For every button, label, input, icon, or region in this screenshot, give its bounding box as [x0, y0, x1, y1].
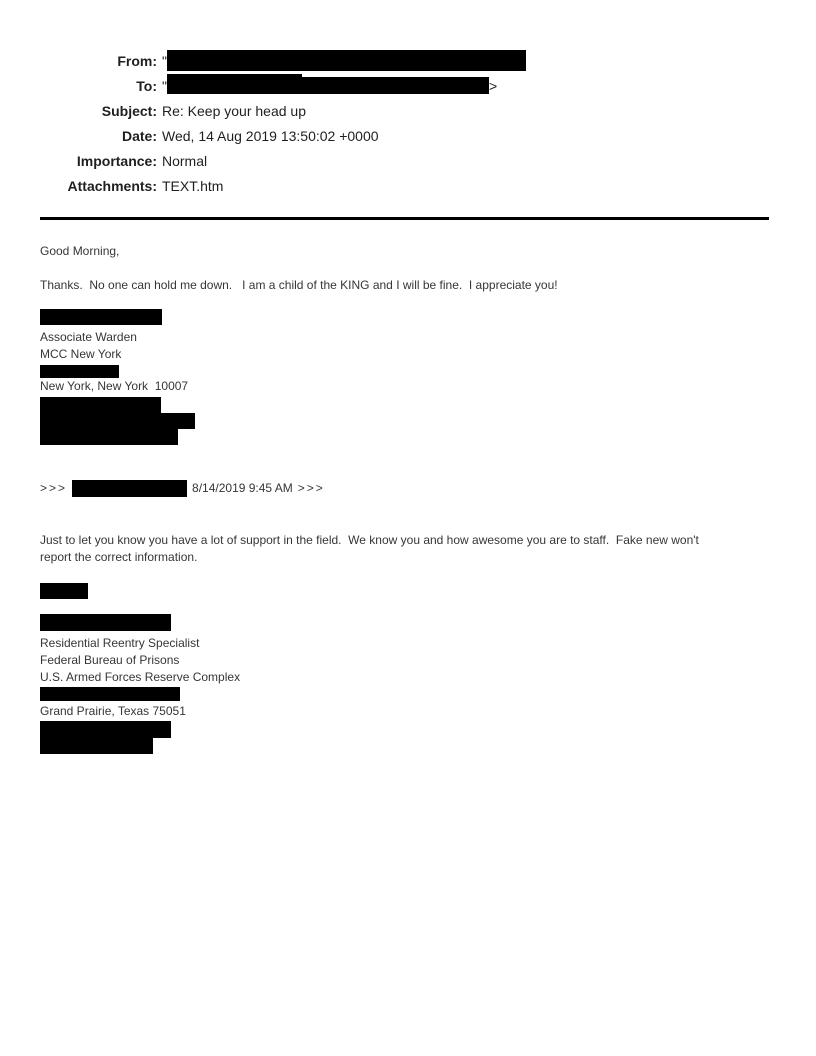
message-text: Thanks. No one can hold me down. I am a child of the KING and I will be fine. I appreciate you! [40, 278, 558, 292]
replier-title: Residential Reentry Specialist [40, 636, 200, 650]
to-closing-bracket: > [488, 77, 498, 94]
redaction-bar-replier-name [40, 614, 171, 631]
field-label-from: From: [117, 52, 157, 69]
field-label-importance: Importance: [76, 152, 157, 169]
header-row-to [40, 73, 769, 98]
redaction-bar-replier-street [40, 687, 180, 701]
field-label-date: Date: [121, 127, 157, 144]
field-value-to [162, 77, 769, 94]
field-value-importance: Normal [162, 152, 208, 169]
field-label-to: To: [136, 77, 157, 94]
field-value-date: Wed, 14 Aug 2019 13:50:02 +0000 [162, 127, 379, 144]
header-divider-rule [40, 217, 769, 220]
field-value-from [162, 50, 769, 71]
sender-title: Associate Warden [40, 330, 137, 344]
redaction-bar-sender-street [40, 365, 119, 378]
sender-organization: MCC New York [40, 347, 122, 361]
field-value-attachments: TEXT.htm [162, 177, 224, 194]
field-label-attachments: Attachments: [67, 177, 157, 194]
to-quote-mark: " [162, 77, 167, 94]
header-row-attachments [40, 173, 769, 198]
redaction-bar-replier-phone-1 [40, 721, 171, 738]
field-label-subject: Subject: [101, 102, 157, 119]
redaction-bar-sender-name [40, 309, 162, 325]
redaction-bar-sender-phone-3 [40, 429, 178, 445]
redaction-bar-quoted-author [72, 480, 187, 497]
replier-facility: U.S. Armed Forces Reserve Complex [40, 670, 241, 684]
greeting-text: Good Morning, [40, 244, 120, 258]
sender-city-line: New York, New York 10007 [40, 379, 189, 393]
from-quote-mark: " [162, 52, 167, 69]
replier-organization: Federal Bureau of Prisons [40, 653, 180, 667]
quote-datetime: 8/14/2019 9:45 AM [192, 481, 293, 495]
quote-chevrons-left: >>> [40, 481, 68, 495]
header-row-date [40, 123, 769, 148]
email-header [40, 48, 769, 198]
signature-block-2 [40, 583, 773, 754]
redaction-bar-sender-phone-2 [40, 413, 195, 429]
header-row-from [40, 48, 769, 73]
header-row-importance [40, 148, 769, 173]
redaction-bar-sender-phone-1 [40, 397, 161, 413]
redaction-bar-replier-phone-2 [40, 738, 153, 754]
replier-city-line: Grand Prairie, Texas 75051 [40, 704, 186, 718]
header-row-subject [40, 98, 769, 123]
quoted-reply-line-1: Just to let you know you have a lot of support in the field. We know you and how awesome you are to staff. Fake new won't [40, 533, 699, 547]
quoted-message-header [40, 480, 773, 497]
redaction-bar-from-address [167, 50, 526, 71]
field-value-subject: Re: Keep your head up [162, 102, 306, 119]
signature-block-1 [40, 309, 773, 445]
quoted-reply-paragraph [40, 532, 773, 566]
redaction-bar-to-address [167, 77, 489, 94]
quote-chevrons-right: >>> [297, 481, 325, 495]
quoted-reply-line-2: report the correct information. [40, 550, 198, 564]
redaction-bar-small [40, 583, 88, 599]
email-body [40, 243, 773, 754]
